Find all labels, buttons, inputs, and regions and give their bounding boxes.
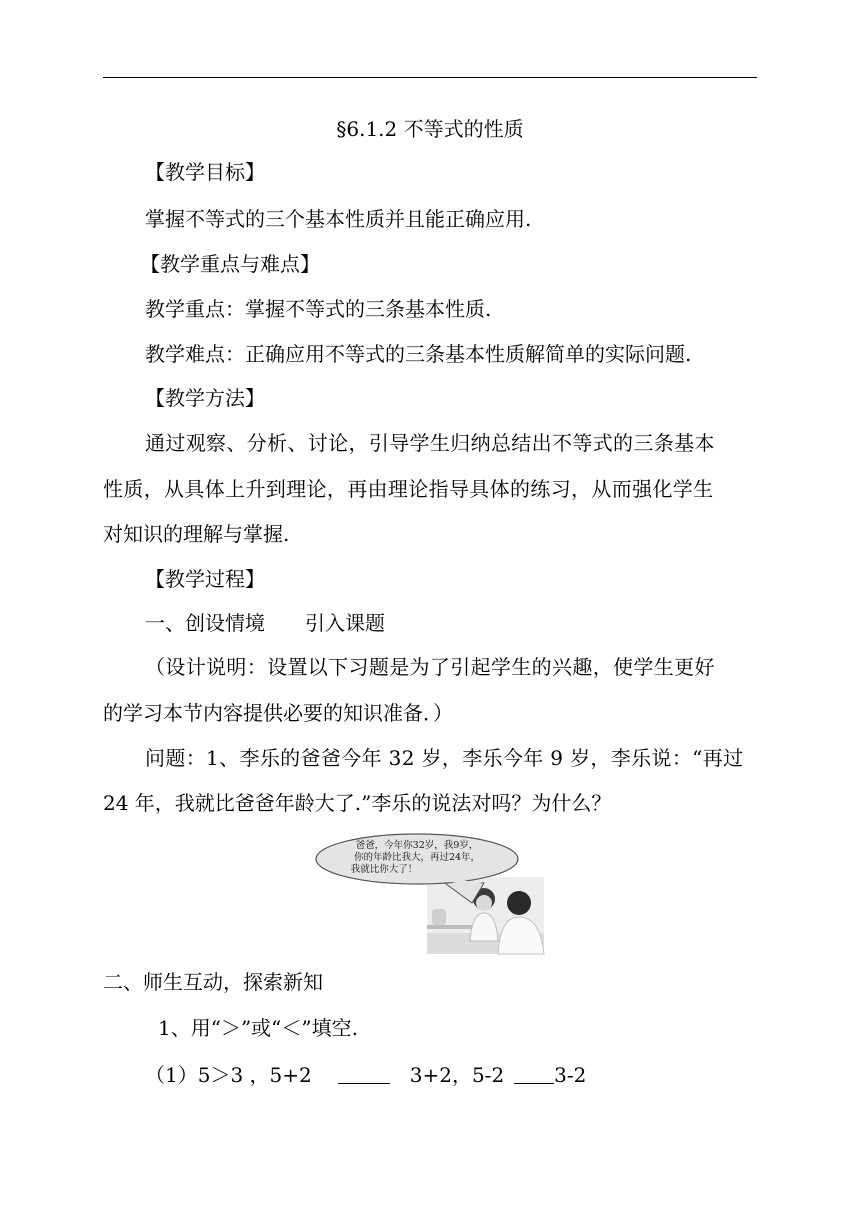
- section-process: 【教学过程】: [145, 567, 265, 591]
- answer-blank-2[interactable]: [514, 1063, 554, 1084]
- keypoint-text: 教学重点：掌握不等式的三条基本性质.: [145, 297, 492, 321]
- bubble-line-2: 你的年龄比我大，再过24年，: [353, 852, 481, 863]
- problem-line-1: 问题：1、李乐的爸爸今年 32 岁，李乐今年 9 岁，李乐说：“再过: [145, 746, 744, 770]
- header-rule: [103, 77, 757, 78]
- section-method: 【教学方法】: [145, 386, 265, 410]
- design-note-line-1: （设计说明：设置以下习题是为了引起学生的兴趣，使学生更好: [145, 655, 715, 679]
- answer-blank-1[interactable]: [338, 1063, 390, 1084]
- difficulty-text: 教学难点：正确应用不等式的三条基本性质解简单的实际问题.: [145, 342, 692, 366]
- objective-text: 掌握不等式的三个基本性质并且能正确应用.: [145, 207, 532, 231]
- doc-title: §6.1.2 不等式的性质: [336, 117, 524, 141]
- section-keypoints: 【教学重点与难点】: [140, 252, 320, 276]
- exercise-1: [145, 1061, 757, 1089]
- part2-heading: 二、师生互动，探索新知: [103, 970, 323, 994]
- exercise-1-part-a: （1）5＞3 ，5+2: [145, 1063, 312, 1087]
- method-paragraph-line-2: 性质，从具体上升到理论，再由理论指导具体的练习，从而强化学生: [103, 477, 714, 501]
- exercise-1-part-b: 3+2，5-2: [409, 1063, 505, 1087]
- design-note-line-2: 的学习本节内容提供必要的知识准备．）: [103, 701, 453, 725]
- bubble-line-1: 爸爸，今年你32岁，我9岁，: [355, 840, 479, 851]
- exercise-1-part-c: 3-2: [554, 1063, 587, 1087]
- father-child-illustration: [314, 833, 546, 955]
- section-objective: 【教学目标】: [145, 160, 265, 184]
- problem-line-2: 24 年，我就比爸爸年龄大了.”李乐的说法对吗？为什么？: [103, 791, 612, 815]
- task-1: 1、用“＞”或“＜”填空.: [158, 1016, 358, 1040]
- part1-heading: 一、创设情境 引入课题: [145, 611, 385, 635]
- method-paragraph-line-1: 通过观察、分析、讨论，引导学生归纳总结出不等式的三条基本: [145, 431, 715, 455]
- method-paragraph-line-3: 对知识的理解与掌握.: [103, 522, 290, 546]
- bubble-line-3: 我就比你大了！: [350, 864, 418, 875]
